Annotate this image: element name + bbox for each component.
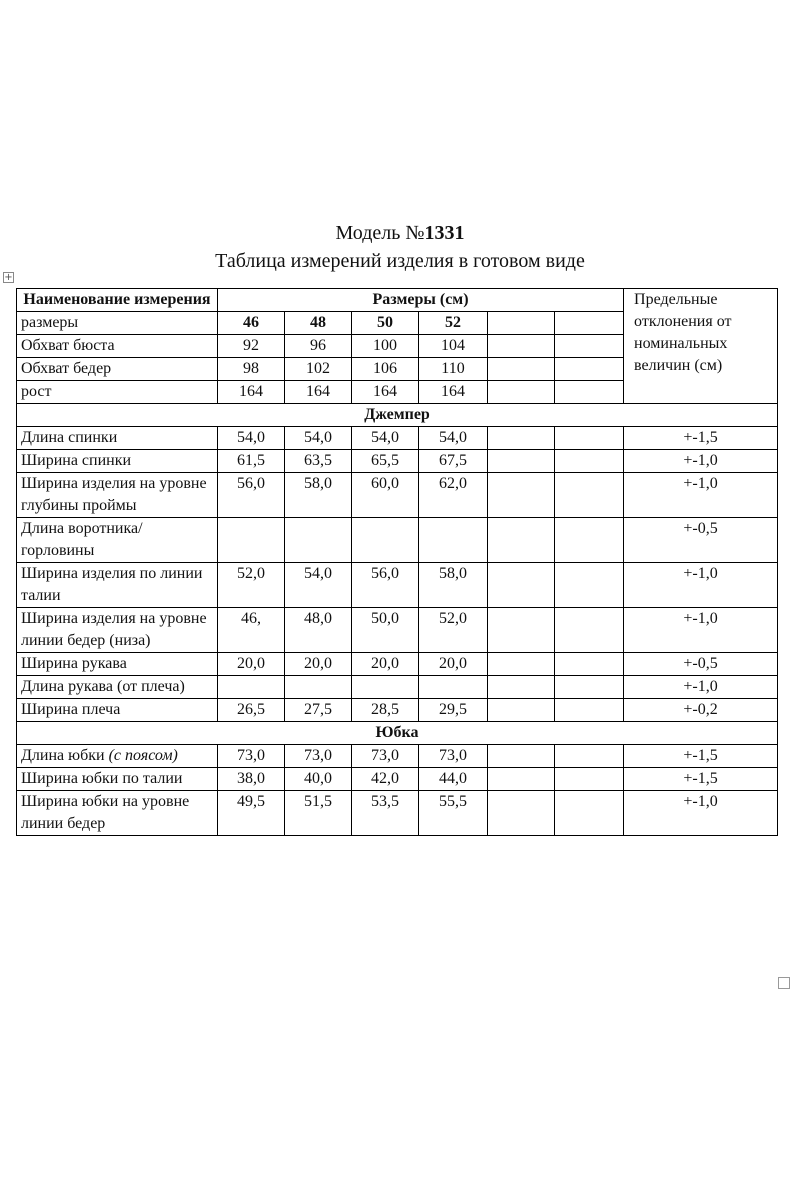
row-label — [17, 768, 218, 791]
size-cell — [555, 676, 624, 699]
row-label — [17, 791, 218, 836]
size-cell: 92 — [218, 335, 285, 358]
size-cell: 164 — [419, 381, 488, 404]
row-label — [17, 427, 218, 450]
table-row — [17, 768, 778, 791]
header-tolerance: Предельные отклонения от номинальных величин (см) — [624, 289, 778, 404]
size-cell — [419, 518, 488, 563]
size-cell: 58,0 — [285, 473, 352, 518]
size-cell — [555, 745, 624, 768]
header-row — [17, 289, 778, 312]
size-cell: 52,0 — [218, 563, 285, 608]
size-cell: 73,0 — [419, 745, 488, 768]
table-row — [17, 518, 778, 563]
size-cell — [285, 518, 352, 563]
size-cell — [555, 768, 624, 791]
size-cell: 49,5 — [218, 791, 285, 836]
section-row — [17, 404, 778, 427]
size-cell — [555, 563, 624, 608]
row-label — [17, 518, 218, 563]
size-cell — [555, 608, 624, 653]
size-cell: 73,0 — [218, 745, 285, 768]
size-cell: 20,0 — [352, 653, 419, 676]
size-cell: 73,0 — [352, 745, 419, 768]
table-subtitle: Таблица измерений изделия в готовом виде — [215, 250, 585, 272]
table-row — [17, 473, 778, 518]
header-name: Наименование измерения — [17, 289, 218, 312]
model-title — [0, 222, 800, 245]
table-row — [17, 653, 778, 676]
size-cell: 50,0 — [352, 608, 419, 653]
size-cell — [555, 427, 624, 450]
size-cell — [488, 791, 555, 836]
size-cell — [488, 699, 555, 722]
size-cell — [352, 676, 419, 699]
size-cell: 55,5 — [419, 791, 488, 836]
table-row — [17, 676, 778, 699]
tolerance-cell: +-1,0 — [624, 676, 778, 699]
size-cell — [488, 608, 555, 653]
size-cell: 96 — [285, 335, 352, 358]
size-cell: 28,5 — [352, 699, 419, 722]
size-cell: 20,0 — [285, 653, 352, 676]
size-cell: 54,0 — [419, 427, 488, 450]
table-row — [17, 563, 778, 608]
row-label: Обхват бедер — [17, 358, 218, 381]
size-cell: 102 — [285, 358, 352, 381]
model-title-prefix: Модель № — [335, 222, 425, 244]
size-cell: 48 — [285, 312, 352, 335]
row-label-text: Длина юбки — [21, 747, 105, 764]
table-row — [17, 699, 778, 722]
size-cell — [555, 473, 624, 518]
row-label: рост — [17, 381, 218, 404]
size-cell — [352, 518, 419, 563]
size-cell — [555, 653, 624, 676]
size-cell — [555, 312, 624, 335]
row-label — [17, 473, 218, 518]
size-cell: 100 — [352, 335, 419, 358]
size-cell: 63,5 — [285, 450, 352, 473]
size-cell: 98 — [218, 358, 285, 381]
size-cell — [488, 358, 555, 381]
size-cell: 106 — [352, 358, 419, 381]
size-cell: 20,0 — [419, 653, 488, 676]
row-label — [17, 699, 218, 722]
tolerance-cell: +-1,0 — [624, 450, 778, 473]
size-cell: 53,5 — [352, 791, 419, 836]
size-cell: 164 — [285, 381, 352, 404]
table-row — [17, 427, 778, 450]
size-cell: 26,5 — [218, 699, 285, 722]
size-cell — [555, 358, 624, 381]
row-label-text: Ширина рукава — [21, 655, 127, 672]
row-label-text: Длина рукава (от плеча) — [21, 678, 185, 695]
size-cell: 73,0 — [285, 745, 352, 768]
size-cell — [488, 381, 555, 404]
tolerance-cell: +-0,2 — [624, 699, 778, 722]
size-cell: 20,0 — [218, 653, 285, 676]
size-cell — [555, 791, 624, 836]
tolerance-cell: +-1,0 — [624, 791, 778, 836]
size-cell: 56,0 — [218, 473, 285, 518]
size-cell — [555, 450, 624, 473]
size-cell: 46, — [218, 608, 285, 653]
size-cell: 46 — [218, 312, 285, 335]
size-cell: 164 — [218, 381, 285, 404]
size-cell: 164 — [352, 381, 419, 404]
size-cell: 104 — [419, 335, 488, 358]
row-label-text: Длина спинки — [21, 429, 118, 446]
tolerance-cell: +-1,0 — [624, 473, 778, 518]
tolerance-cell: +-1,5 — [624, 768, 778, 791]
size-cell — [555, 335, 624, 358]
header-sizes: Размеры (см) — [218, 289, 624, 312]
section-title: Джемпер — [17, 404, 778, 427]
row-label-text: Ширина изделия на уровне линии бедер (низа) — [21, 610, 207, 649]
size-cell — [488, 335, 555, 358]
size-cell — [488, 427, 555, 450]
size-cell — [218, 676, 285, 699]
row-label-text: Ширина юбки на уровне линии бедер — [21, 793, 190, 832]
table-row — [17, 791, 778, 836]
section-row — [17, 722, 778, 745]
size-cell: 29,5 — [419, 699, 488, 722]
model-number: 1331 — [424, 222, 465, 244]
size-cell — [488, 745, 555, 768]
table-move-icon[interactable]: + — [4, 272, 13, 283]
size-cell — [488, 676, 555, 699]
size-cell: 50 — [352, 312, 419, 335]
row-label-text: Ширина плеча — [21, 701, 121, 718]
row-label-text: Ширина изделия по линии талии — [21, 565, 203, 604]
table-row — [17, 450, 778, 473]
table-resize-handle[interactable] — [778, 977, 790, 989]
size-cell: 48,0 — [285, 608, 352, 653]
size-cell: 56,0 — [352, 563, 419, 608]
size-cell — [488, 312, 555, 335]
size-cell: 42,0 — [352, 768, 419, 791]
size-cell: 38,0 — [218, 768, 285, 791]
size-cell — [555, 381, 624, 404]
tolerance-cell: +-1,0 — [624, 563, 778, 608]
row-label-note: (с поясом) — [108, 747, 178, 764]
size-cell: 27,5 — [285, 699, 352, 722]
row-label-text: Длина воротника/горловины — [21, 520, 143, 559]
size-cell: 110 — [419, 358, 488, 381]
tolerance-cell: +-0,5 — [624, 653, 778, 676]
size-cell: 54,0 — [352, 427, 419, 450]
size-cell — [555, 518, 624, 563]
size-cell — [488, 473, 555, 518]
size-cell: 62,0 — [419, 473, 488, 518]
row-label-text: Ширина изделия на уровне глубины проймы — [21, 475, 207, 514]
size-cell: 51,5 — [285, 791, 352, 836]
row-label — [17, 450, 218, 473]
size-cell: 54,0 — [285, 563, 352, 608]
size-cell: 65,5 — [352, 450, 419, 473]
row-label — [17, 653, 218, 676]
tolerance-cell: +-1,5 — [624, 427, 778, 450]
row-label — [17, 563, 218, 608]
tolerance-cell: +-1,5 — [624, 745, 778, 768]
size-cell — [488, 563, 555, 608]
row-label-text: Ширина юбки по талии — [21, 770, 183, 787]
tolerance-cell: +-1,0 — [624, 608, 778, 653]
row-label — [17, 676, 218, 699]
size-cell — [419, 676, 488, 699]
size-cell — [488, 768, 555, 791]
table-row — [17, 608, 778, 653]
size-cell: 58,0 — [419, 563, 488, 608]
size-cell — [285, 676, 352, 699]
size-cell — [218, 518, 285, 563]
size-cell: 67,5 — [419, 450, 488, 473]
size-cell: 40,0 — [285, 768, 352, 791]
size-cell — [488, 518, 555, 563]
size-cell — [488, 450, 555, 473]
tolerance-cell: +-0,5 — [624, 518, 778, 563]
size-cell — [488, 653, 555, 676]
row-label: размеры — [17, 312, 218, 335]
size-cell: 52,0 — [419, 608, 488, 653]
size-cell: 44,0 — [419, 768, 488, 791]
row-label — [17, 608, 218, 653]
row-label — [17, 745, 218, 768]
row-label-text: Ширина спинки — [21, 452, 132, 469]
table-row — [17, 745, 778, 768]
size-table — [16, 288, 778, 836]
size-cell: 54,0 — [285, 427, 352, 450]
row-label: Обхват бюста — [17, 335, 218, 358]
section-title: Юбка — [17, 722, 778, 745]
size-cell: 52 — [419, 312, 488, 335]
size-cell: 61,5 — [218, 450, 285, 473]
size-cell — [555, 699, 624, 722]
size-cell: 60,0 — [352, 473, 419, 518]
size-cell: 54,0 — [218, 427, 285, 450]
